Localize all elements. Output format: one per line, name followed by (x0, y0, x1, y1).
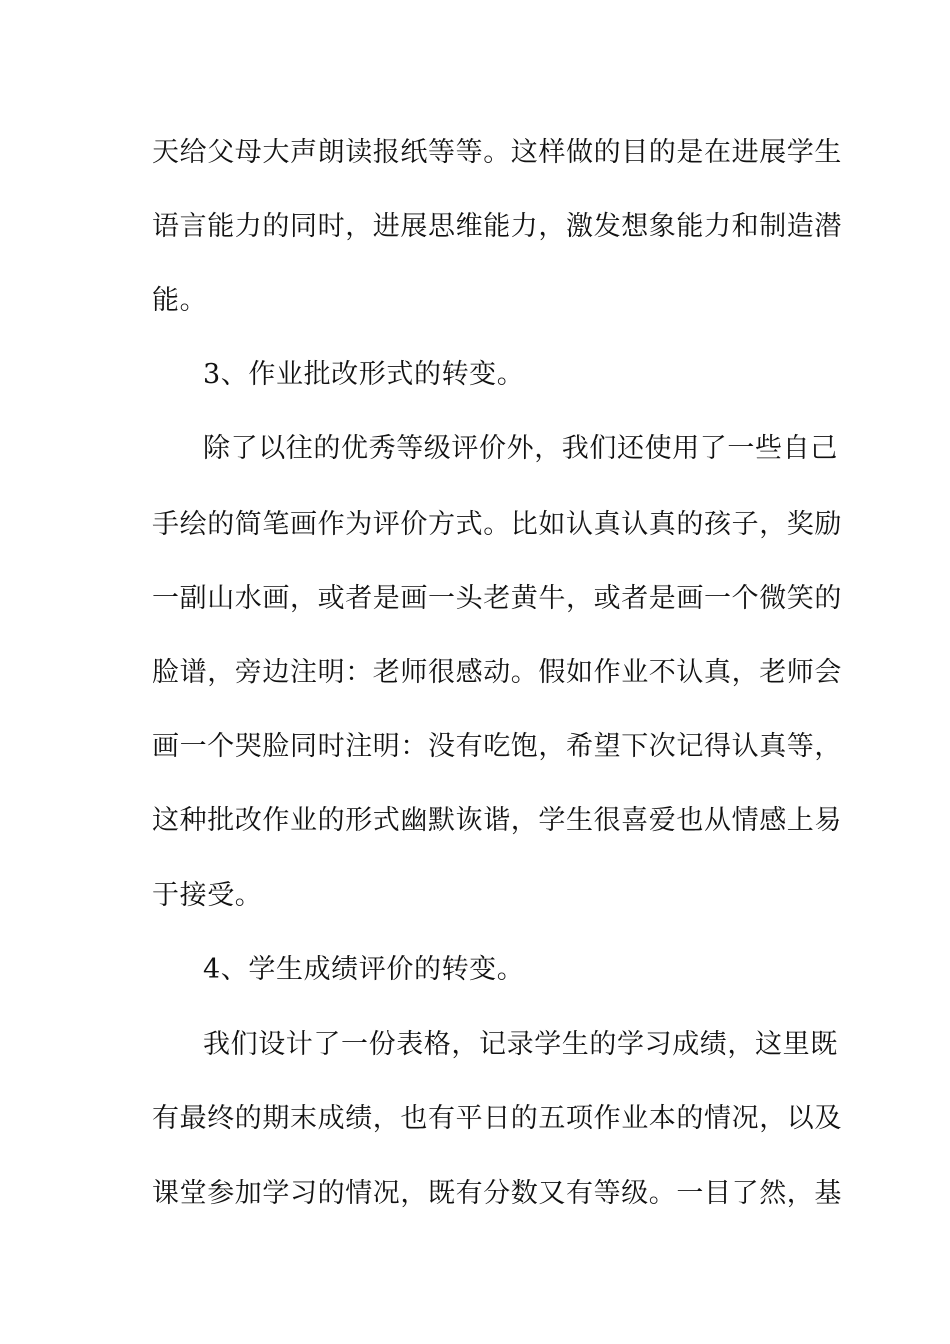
text-line-1: 天给父母大声朗读报纸等等。这样做的目的是在进展学生 (152, 137, 842, 168)
text-line-3: 能。 (152, 285, 208, 316)
text-line-6: 手绘的简笔画作为评价方式。比如认真认真的孩子，奖励 (152, 509, 842, 540)
text-line-13: 我们设计了一份表格，记录学生的学习成绩，这里既 (203, 1029, 838, 1060)
section-heading-3: 3、作业批改形式的转变。 (203, 359, 525, 390)
text-line-11: 于接受。 (152, 880, 263, 911)
text-line-15: 课堂参加学习的情况，既有分数又有等级。一目了然，基 (152, 1178, 842, 1209)
text-line-7: 一副山水画，或者是画一头老黄牛，或者是画一个微笑的 (152, 583, 842, 614)
text-line-10: 这种批改作业的形式幽默诙谐，学生很喜爱也从情感上易 (152, 805, 842, 836)
text-line-9: 画一个哭脸同时注明：没有吃饱，希望下次记得认真等， (152, 731, 842, 762)
text-line-2: 语言能力的同时，进展思维能力，激发想象能力和制造潜 (152, 211, 842, 242)
text-line-5: 除了以往的优秀等级评价外，我们还使用了一些自己 (203, 433, 838, 464)
section-heading-4: 4、学生成绩评价的转变。 (203, 954, 525, 985)
text-line-8: 脸谱，旁边注明：老师很感动。假如作业不认真，老师会 (152, 657, 842, 688)
text-line-14: 有最终的期末成绩，也有平日的五项作业本的情况，以及 (152, 1103, 842, 1134)
